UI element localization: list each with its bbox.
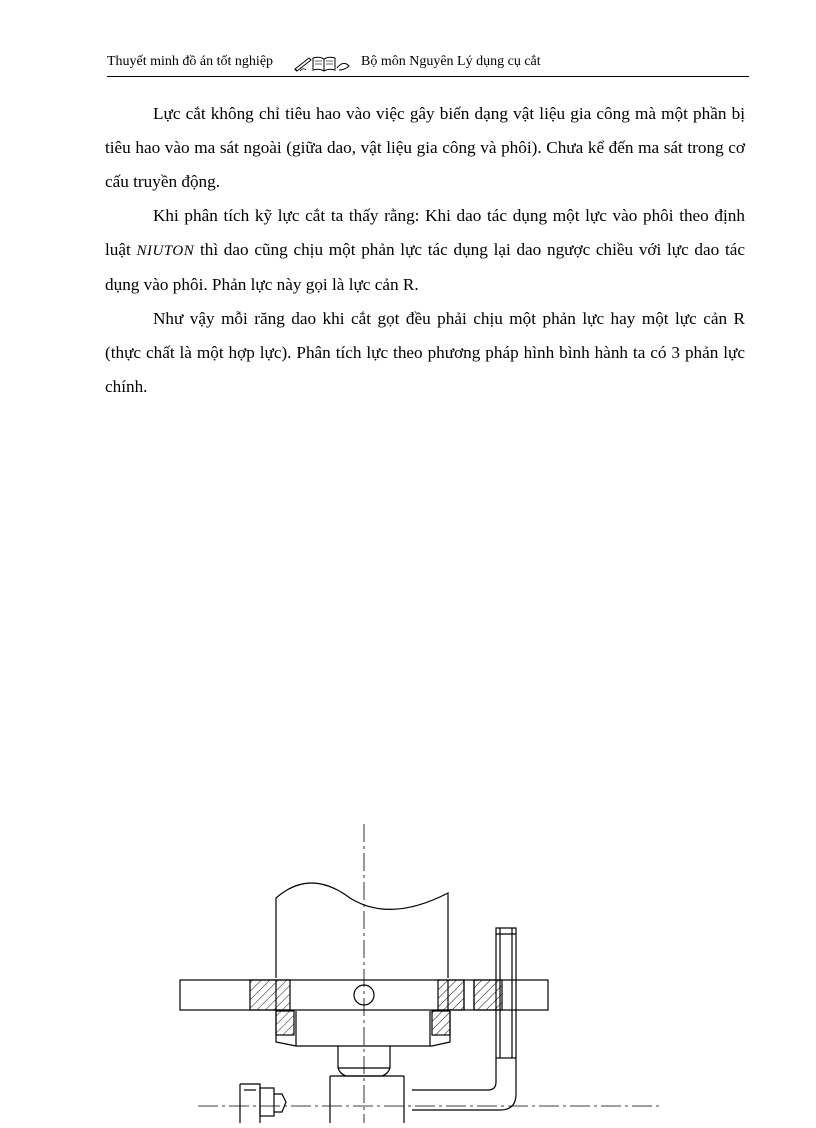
mechanical-drawing — [160, 818, 680, 1123]
body-text — [105, 97, 745, 404]
niuton-term: NIUTON — [136, 243, 195, 259]
paragraph-2-before: Khi phân tích kỹ lực cắt ta thấy rằng: Khi dao tác dụng một lực vào phôi theo định luật — [105, 206, 745, 259]
pen-book-ornament-icon — [293, 52, 353, 79]
header-title-left: Thuyết minh đồ án tốt nghiệp — [107, 54, 274, 69]
paragraph-1: Lực cắt không chỉ tiêu hao vào việc gây biến dạng vật liệu gia công mà một phần bị tiêu hao vào ma sát ngoài (giữa dao, vật liệu gia công và phôi). Chưa kể đến ma sát trong cơ cấu truyền động. — [105, 104, 745, 191]
paragraph-2 — [105, 199, 745, 302]
paragraph-2-after: thì dao cũng chịu một phản lực tác dụng lại dao ngược chiều với lực dao tác dụng vào phôi. Phản lực này gọi là lực cản R. — [105, 240, 745, 294]
paragraph-3: Như vậy mỗi răng dao khi cắt gọt đều phải chịu một phản lực hay một lực cản R (thực chất là một hợp lực). Phân tích lực theo phương pháp hình bình hành ta có 3 phản lực chính. — [105, 309, 745, 396]
header-title-right: Bộ môn Nguyên Lý dụng cụ cắt — [361, 54, 541, 69]
page-header — [107, 52, 749, 77]
